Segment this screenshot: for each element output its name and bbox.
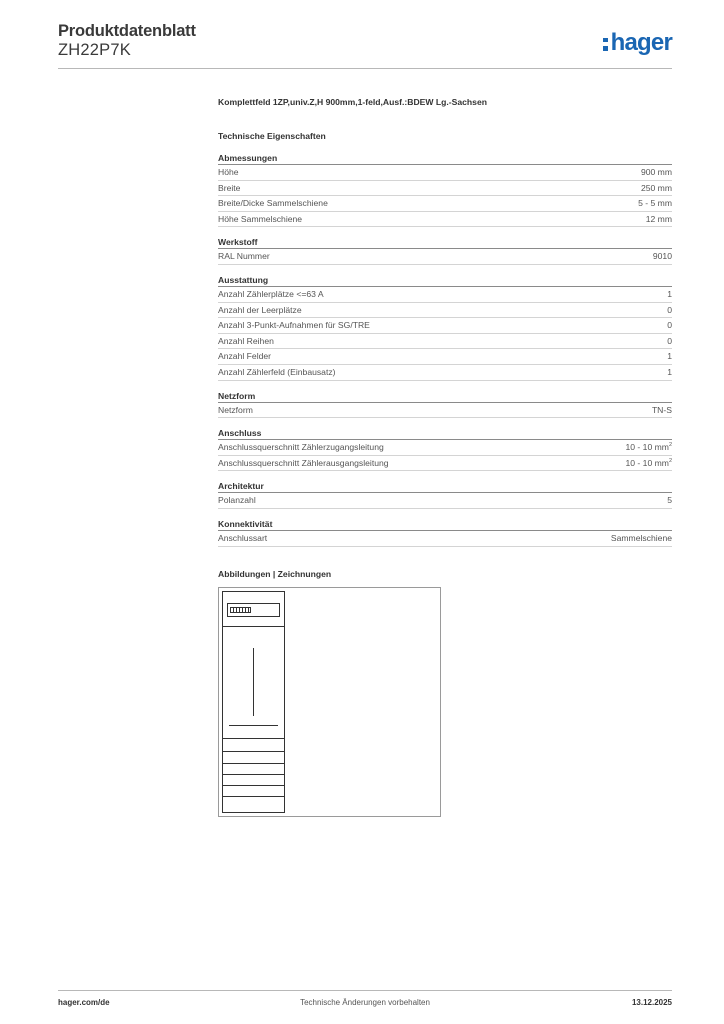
property-row (218, 249, 672, 265)
property-value-text: 5 - 5 mm (638, 198, 672, 209)
property-label: Anschlussart (218, 532, 268, 543)
property-group (218, 236, 672, 265)
property-value (653, 249, 672, 264)
property-value-text: 250 mm (640, 182, 672, 193)
document-title: Produktdatenblatt (58, 22, 196, 40)
logo-wordmark: hager (610, 29, 672, 56)
datasheet-content (218, 95, 672, 817)
property-value (625, 456, 672, 471)
enclosure-drawing-image (219, 588, 440, 816)
property-row (218, 165, 672, 181)
header-divider (58, 68, 672, 69)
property-value-text: 1 (667, 366, 672, 377)
property-value-text: TN-S (651, 404, 672, 415)
footer-divider (58, 990, 672, 991)
group-title: Ausstattung (218, 274, 672, 287)
property-label: Anzahl der Leerplätze (218, 304, 302, 315)
property-label: Breite (218, 182, 241, 193)
property-value (625, 440, 672, 455)
property-group (218, 274, 672, 381)
property-label: Breite/Dicke Sammelschiene (218, 198, 328, 209)
product-title: Komplettfeld 1ZP,univ.Z,H 900mm,1-feld,Ausf.:BDEW Lg.-Sachsen (218, 97, 487, 107)
property-label: Anzahl Felder (218, 351, 272, 362)
property-groups (218, 152, 672, 547)
property-row (218, 303, 672, 319)
unit-superscript: 2 (668, 442, 672, 449)
property-row (218, 287, 672, 303)
unit-superscript: 2 (668, 457, 672, 464)
property-value (667, 365, 672, 380)
hager-logo (603, 28, 672, 58)
property-value (667, 349, 672, 364)
property-value-text: 5 (667, 495, 672, 506)
property-value (667, 287, 672, 302)
property-value (646, 212, 672, 227)
meter-terminal-block (228, 603, 280, 616)
property-row (218, 456, 672, 472)
page-header (58, 20, 672, 70)
property-value-text: 0 (667, 335, 672, 346)
property-row (218, 196, 672, 212)
property-value-text: 1 (667, 288, 672, 299)
property-row (218, 440, 672, 456)
property-value (641, 181, 672, 196)
group-title: Netzform (218, 390, 672, 403)
property-row (218, 212, 672, 228)
property-row (218, 181, 672, 197)
property-label: Höhe Sammelschiene (218, 213, 303, 224)
property-value (667, 318, 672, 333)
group-title: Architektur (218, 480, 672, 493)
property-group (218, 480, 672, 509)
property-label: Netzform (218, 404, 253, 415)
product-drawing (218, 587, 441, 817)
footer-notice: Technische Änderungen vorbehalten (300, 998, 430, 1007)
property-value (611, 531, 672, 546)
property-label: Höhe (218, 167, 239, 177)
property-row (218, 493, 672, 509)
property-label: Anzahl Zählerfeld (Einbausatz) (218, 366, 336, 377)
property-row (218, 318, 672, 334)
property-value (638, 196, 672, 211)
property-value (667, 493, 672, 508)
group-title: Werkstoff (218, 236, 672, 249)
drawings-heading: Abbildungen | Zeichnungen (218, 568, 332, 579)
property-row (218, 531, 672, 547)
property-label: Anschlussquerschnitt Zählerzugangsleitung (218, 442, 384, 453)
property-value-text: 12 mm (645, 213, 672, 224)
property-value (667, 334, 672, 349)
property-value-text: 900 mm (640, 167, 672, 177)
property-row (218, 403, 672, 419)
footer-date: 13.12.2025 (631, 998, 672, 1007)
product-number: ZH22P7K (58, 41, 131, 59)
group-title: Abmessungen (218, 152, 672, 165)
property-label: Anzahl Reihen (218, 335, 274, 346)
property-label: Anschlussquerschnitt Zählerausgangsleitung (218, 457, 389, 468)
property-value (652, 403, 672, 418)
property-group (218, 152, 672, 227)
property-group (218, 390, 672, 419)
group-title: Konnektivität (218, 518, 672, 531)
group-title: Anschluss (218, 427, 672, 440)
property-row (218, 334, 672, 350)
property-value-text: 1 (667, 351, 672, 362)
property-label: Polanzahl (218, 495, 256, 506)
property-value-text: 10 - 10 mm (625, 442, 669, 453)
property-row (218, 365, 672, 381)
property-value-text: 9010 (652, 251, 672, 262)
property-group (218, 518, 672, 547)
property-label: RAL Nummer (218, 251, 270, 262)
property-value-text: 10 - 10 mm (625, 457, 669, 468)
property-label: Anzahl 3-Punkt-Aufnahmen für SG/TRE (218, 320, 370, 331)
property-label: Anzahl Zählerplätze <=63 A (218, 288, 324, 299)
property-value-text: 0 (667, 320, 672, 331)
footer-website: hager.com/de (58, 998, 110, 1007)
property-value (667, 303, 672, 318)
property-value (641, 165, 672, 180)
property-value-text: Sammelschiene (610, 532, 672, 543)
logo-dots-icon (603, 38, 608, 51)
property-row (218, 349, 672, 365)
technical-properties-heading: Technische Eigenschaften (218, 131, 326, 141)
property-group (218, 427, 672, 471)
property-value-text: 0 (667, 304, 672, 315)
